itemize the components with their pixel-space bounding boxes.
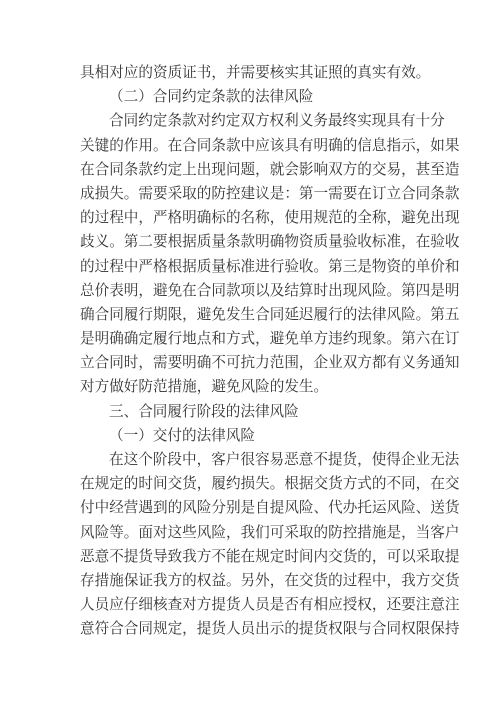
paragraph-line: 在合同条款约定上出现问题，就会影响双方的交易，甚至造	[80, 160, 460, 178]
paragraph-line: 恶意不提货导致我方不能在规定时间内交货的，可以采取提	[80, 547, 460, 565]
paragraph-line: 合同约定条款对约定双方权利义务最终实现具有十分	[109, 112, 445, 130]
paragraph-line: 对方做好防范措施，避免风险的发生。	[80, 378, 329, 396]
paragraph-line: 在规定的时间交货，履约损失。根据交货方式的不同，在交	[80, 475, 460, 493]
document-page	[80, 61, 460, 642]
section-heading: （一）交付的法律风险	[109, 426, 255, 444]
paragraph-line: 的过程中严格根据质量标准进行验收。第三是物资的单价和	[80, 257, 460, 275]
paragraph-line: 关键的作用。在合同条款中应该具有明确的信息指示，如果	[80, 136, 460, 154]
paragraph-line: 确合同履行期限，避免发生合同延迟履行的法律风险。第五	[80, 305, 460, 323]
paragraph-line: 人员应仔细核查对方提货人员是否有相应授权，还要注意注	[80, 596, 460, 614]
paragraph-line: 歧义。第二要根据质量条款明确物资质量验收标准，在验收	[80, 233, 460, 251]
chapter-heading: 三、合同履行阶段的法律风险	[109, 402, 299, 420]
paragraph-line: 付中经营遇到的风险分别是自提风险、代办托运风险、送货	[80, 499, 460, 517]
paragraph-line: 具相对应的资质证书，并需要核实其证照的真实有效。	[80, 64, 431, 81]
paragraph-line: 总价表明，避免在合同款项以及结算时出现风险。第四是明	[80, 281, 460, 299]
paragraph-line: 在这个阶段中，客户很容易恶意不提货，使得企业无法	[109, 451, 460, 468]
paragraph-line: 成损失。需要采取的防控建议是：第一需要在订立合同条款	[80, 184, 460, 202]
paragraph-line: 的过程中，严格明确标的名称，使用规范的全称，避免出现	[80, 209, 460, 227]
paragraph-line: 是明确确定履行地点和方式，避免单方违约现象。第六在订	[80, 330, 460, 348]
paragraph-line: 风险等。面对这些风险，我们可采取的防控措施是，当客户	[80, 523, 460, 541]
paragraph-line: 立合同时，需要明确不可抗力范围，企业双方都有义务通知	[80, 354, 460, 372]
paragraph-line: 存措施保证我方的权益。另外，在交货的过程中，我方交货	[80, 571, 460, 589]
paragraph-line: 意符合合同规定，提货人员出示的提货权限与合同权限保持	[80, 620, 460, 638]
section-heading: （二）合同约定条款的法律风险	[109, 88, 314, 106]
